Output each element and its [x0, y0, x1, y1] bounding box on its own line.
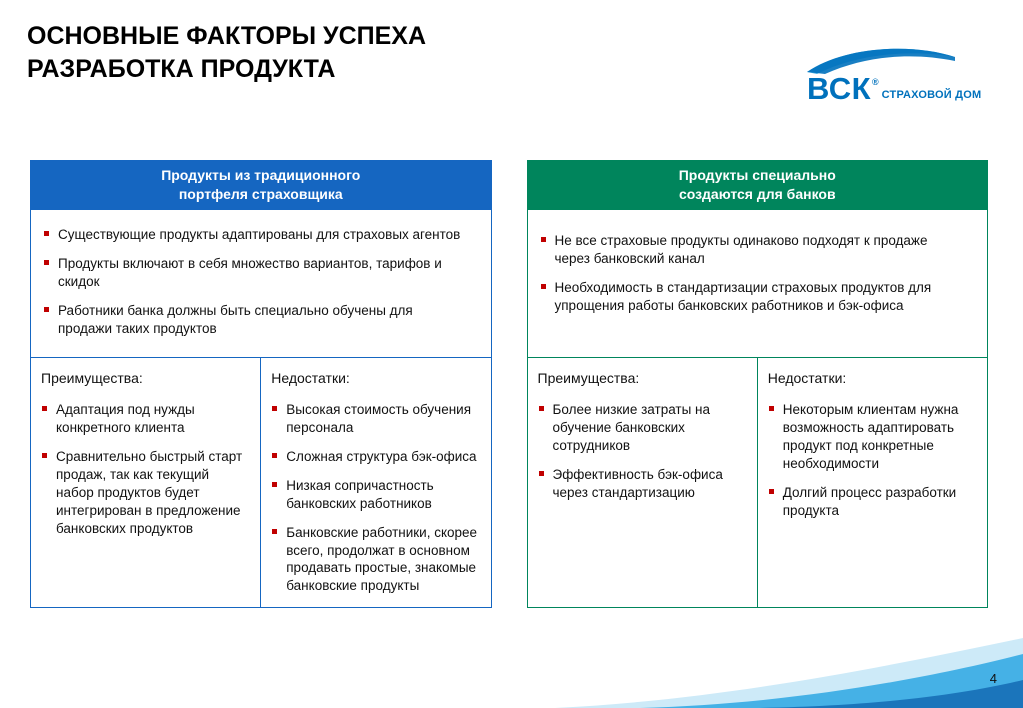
logo-registered-mark: ®	[872, 77, 879, 87]
list-item-text: Работники банка должны быть специально обучены для продажи таких продуктов	[58, 302, 413, 336]
list-item	[269, 448, 480, 466]
bullet-square-icon	[539, 471, 544, 476]
panel-header-line: Продукты из традиционного	[161, 167, 361, 183]
bullet-square-icon	[272, 482, 277, 487]
list-item	[41, 302, 467, 338]
pros-column	[31, 358, 260, 607]
bottom-wave-decoration	[0, 638, 1023, 708]
pros-cons-row	[528, 357, 988, 607]
cons-title: Недостатки:	[271, 369, 350, 386]
page-number: 4	[989, 671, 997, 686]
pros-title: Преимущества:	[537, 369, 640, 386]
list-item	[766, 401, 977, 473]
list-item-text: Эффективность бэк-офиса через стандартизацию	[552, 466, 723, 500]
list-item-text: Некоторым клиентам нужна возможность адаптировать продукт под конкретные необходимости	[782, 401, 959, 471]
bullet-square-icon	[42, 406, 47, 411]
bullet-square-icon	[541, 284, 546, 289]
panel-header-line: Продукты специально	[678, 167, 836, 183]
list-item-text: Продукты включают в себя множество вариантов, тарифов и скидок	[58, 255, 442, 289]
pros-title: Преимущества:	[41, 369, 143, 386]
title-line-1: ОСНОВНЫЕ ФАКТОРЫ УСПЕХА	[27, 22, 427, 50]
list-item	[766, 484, 977, 520]
list-item-text: Долгий процесс разработки продукта	[782, 484, 957, 518]
list-item	[538, 232, 964, 268]
list-item	[41, 255, 467, 291]
list-item-text: Существующие продукты адаптированы для страховых агентов	[58, 226, 461, 242]
list-item	[39, 401, 250, 437]
list-item-text: Необходимость в стандартизации страховых продуктов для упрощения работы банковских работников и бэк-офиса	[554, 279, 932, 313]
list-item	[41, 226, 467, 244]
title-line-2: РАЗРАБОТКА ПРОДУКТА	[27, 55, 336, 83]
list-item	[269, 477, 480, 513]
cons-column	[260, 358, 490, 607]
list-item	[538, 279, 964, 315]
list-item	[536, 466, 747, 502]
bullet-square-icon	[42, 453, 47, 458]
list-item-text: Низкая сопричастность банковских работников	[286, 477, 434, 511]
bullet-square-icon	[769, 406, 774, 411]
bullet-square-icon	[272, 406, 277, 411]
list-item	[39, 448, 250, 538]
list-item-text: Банковские работники, скорее всего, продолжат в основном продавать простые, знакомые банковские продукты	[286, 524, 478, 594]
bullet-square-icon	[769, 489, 774, 494]
bullet-square-icon	[44, 231, 49, 236]
logo-name: ВСК	[807, 70, 872, 106]
list-item-text: Сравнительно быстрый старт продаж, так как текущий набор продуктов будет интегрирован в предложение банковских продуктов	[56, 448, 243, 536]
bullet-square-icon	[272, 453, 277, 458]
list-item	[269, 401, 480, 437]
list-item	[536, 401, 747, 455]
panel-bullet-list	[31, 210, 491, 357]
panel-header-bank-specific	[527, 160, 989, 210]
bullet-square-icon	[539, 406, 544, 411]
cons-title: Недостатки:	[767, 369, 847, 386]
comparison-panels	[30, 160, 988, 608]
traditional-portfolio-panel	[30, 160, 492, 608]
bullet-square-icon	[44, 307, 49, 312]
vsk-logo	[807, 42, 993, 106]
logo-tagline: СТРАХОВОЙ ДОМ	[881, 89, 982, 101]
bullet-square-icon	[44, 260, 49, 265]
panel-bullet-list	[528, 210, 988, 357]
list-item	[269, 524, 480, 596]
pros-column	[528, 358, 757, 607]
panel-header-line: создаются для банков	[678, 185, 836, 202]
page-title	[27, 20, 426, 86]
cons-column	[757, 358, 987, 607]
pros-cons-row	[31, 357, 491, 607]
list-item-text: Сложная структура бэк-офиса	[286, 448, 477, 464]
list-item-text: Более низкие затраты на обучение банковских сотрудников	[552, 401, 711, 453]
list-item-text: Адаптация под нужды конкретного клиента	[56, 401, 195, 435]
bank-specific-panel	[527, 160, 989, 608]
bullet-square-icon	[272, 529, 277, 534]
panel-header-line: портфеля страховщика	[178, 185, 343, 202]
list-item-text: Высокая стоимость обучения персонала	[286, 401, 472, 435]
logo-text	[807, 70, 982, 106]
list-item-text: Не все страховые продукты одинаково подходят к продаже через банковский канал	[554, 232, 928, 266]
panel-header-traditional	[30, 160, 492, 210]
bullet-square-icon	[541, 237, 546, 242]
